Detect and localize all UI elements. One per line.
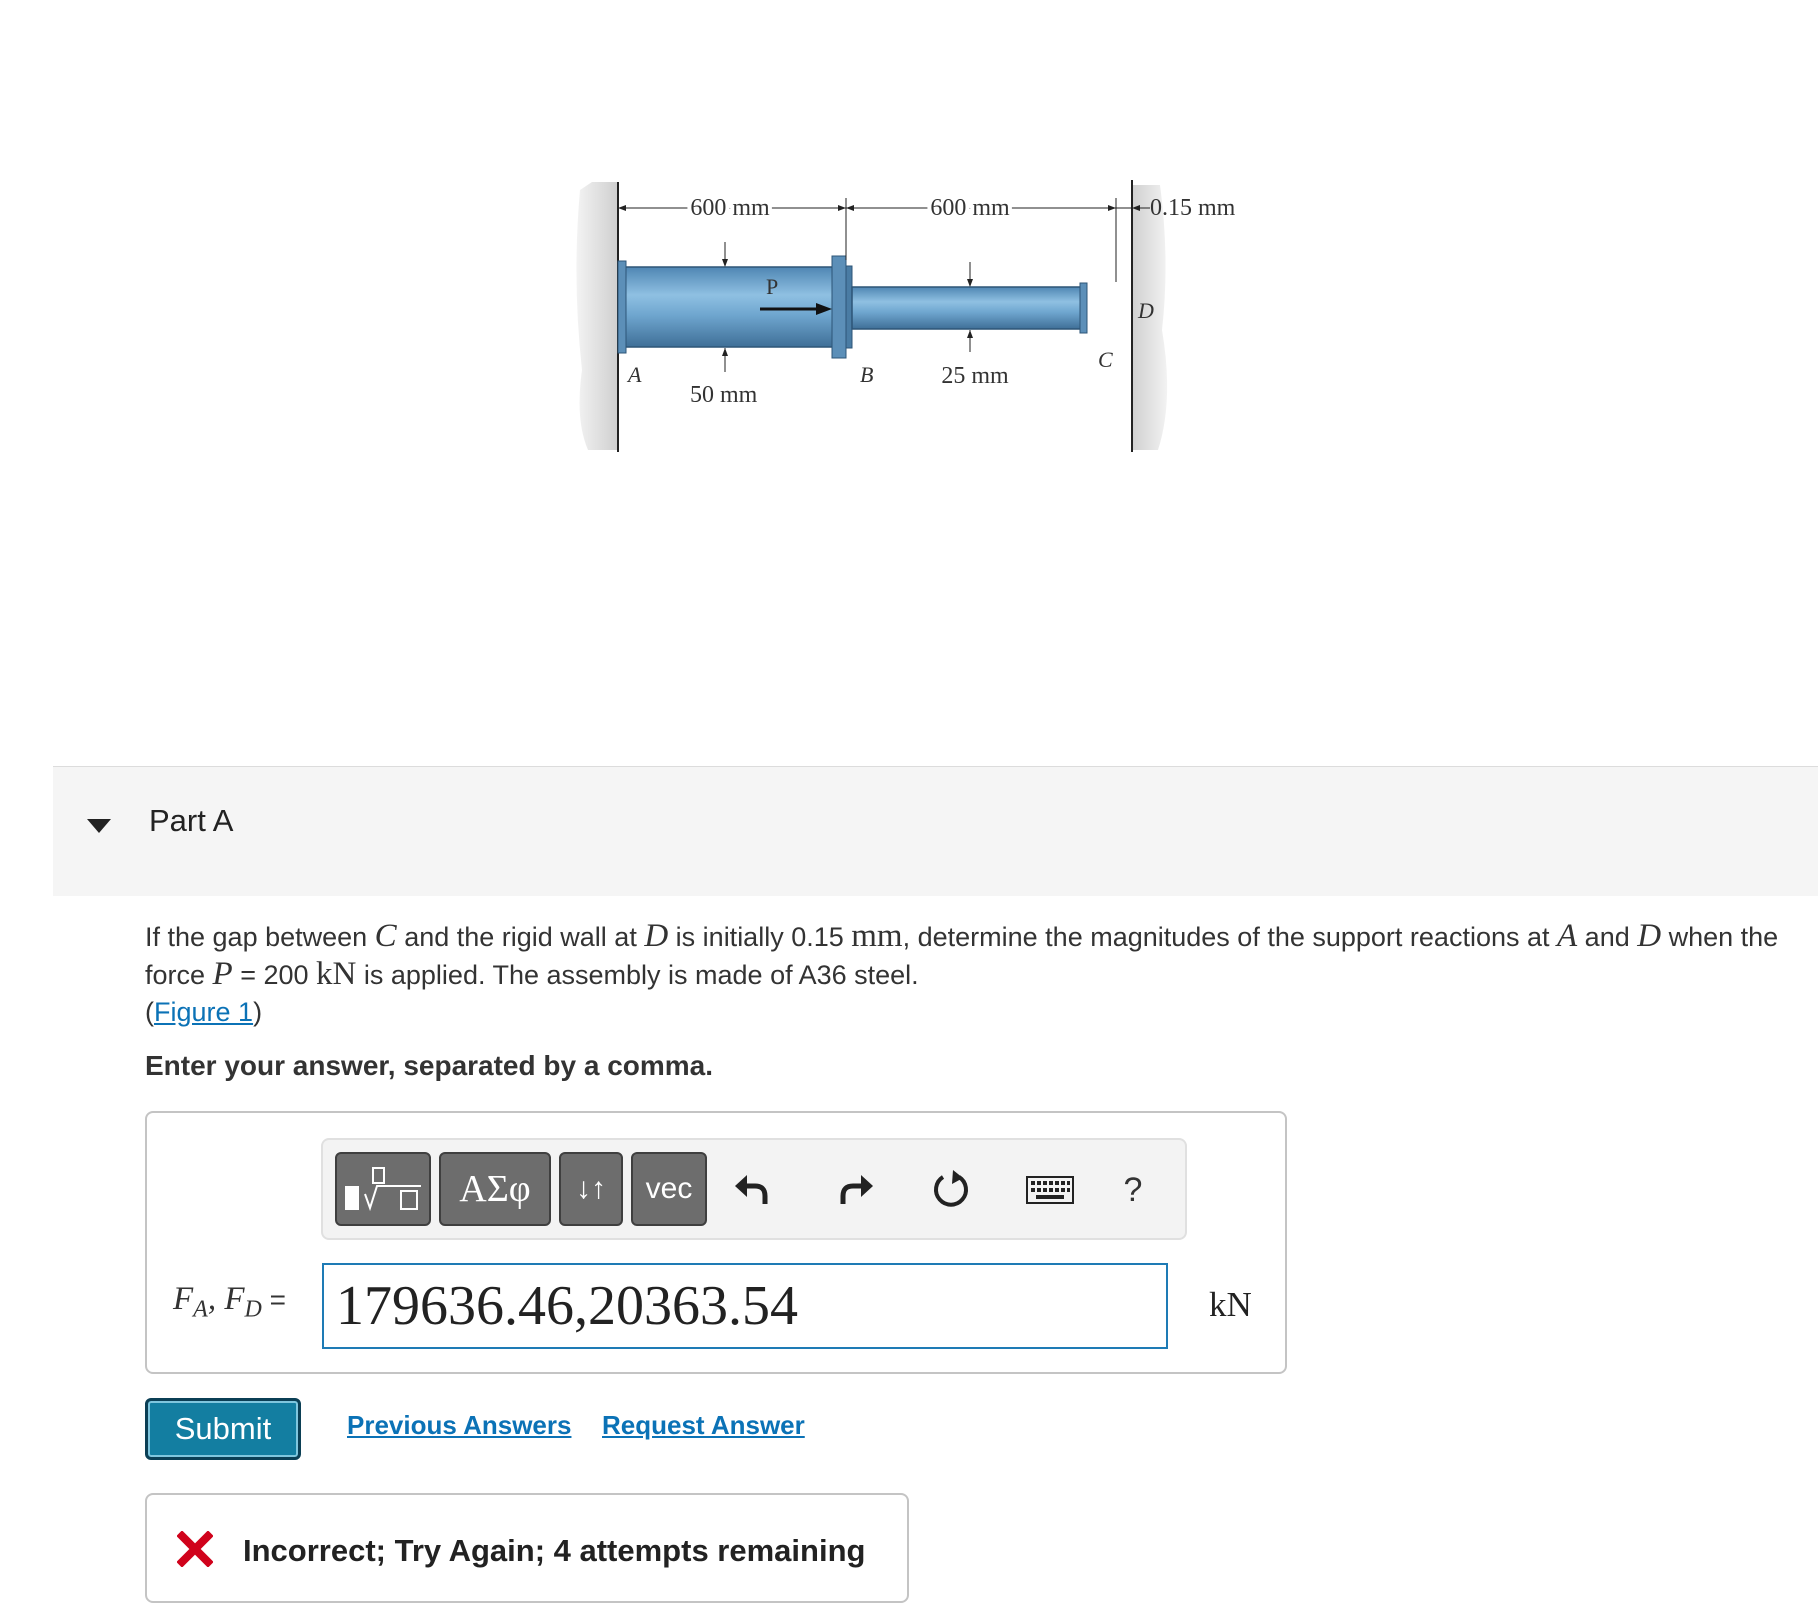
arrows-button[interactable]: ↓↑ — [559, 1152, 623, 1226]
figure-link[interactable]: Figure 1 — [154, 997, 254, 1027]
answer-box — [145, 1111, 1287, 1374]
dim-left-label: 600 mm — [690, 195, 770, 221]
flange-b-plate — [846, 266, 852, 348]
left-wall — [576, 182, 618, 450]
keyboard-icon[interactable] — [1015, 1160, 1085, 1220]
dia-small-label: 25 mm — [941, 363, 1009, 389]
fraction-sqrt-icon — [341, 1164, 425, 1214]
part-title: Part A — [149, 803, 234, 838]
help-button[interactable]: ? — [1123, 1170, 1143, 1209]
feedback-message: Incorrect; Try Again; 4 attempts remaining — [243, 1533, 866, 1568]
bar-assembly-diagram — [570, 170, 1300, 470]
unit-label: kN — [1209, 1285, 1252, 1324]
greek-symbols-button[interactable]: ΑΣφ — [439, 1152, 551, 1226]
end-cap-c — [1080, 283, 1087, 333]
collapse-caret-icon[interactable] — [87, 819, 111, 833]
answer-variable-label: $F_A$, $F_D$ = — [173, 1281, 286, 1323]
problem-statement: If the gap between C and the rigid wall at D is initially 0.15 mm, determine the magnitudes of the support reactions at A and D when the force P = 200 kN is applied. The assembly is made of A36 steel. (Figure 1) — [145, 918, 1779, 1027]
dia-large-label: 50 mm — [690, 382, 758, 408]
point-b-label: B — [860, 362, 874, 387]
force-p-label: P — [766, 274, 779, 299]
reset-icon[interactable] — [921, 1160, 981, 1220]
point-a-label: A — [628, 362, 642, 387]
rod-bc — [852, 287, 1083, 329]
vector-button[interactable]: vec — [631, 1152, 707, 1226]
answer-input[interactable]: 179636.46,20363.54 — [322, 1263, 1168, 1349]
flange-a — [618, 261, 626, 353]
part-a-header[interactable] — [53, 766, 1818, 896]
dim-gap-label: 0.15 mm — [1150, 195, 1236, 221]
flange-b — [832, 256, 846, 358]
redo-icon[interactable] — [825, 1160, 885, 1220]
answer-instruction: Enter your answer, separated by a comma. — [145, 1050, 714, 1081]
feedback-box — [145, 1493, 909, 1603]
request-answer-link[interactable]: Request Answer — [602, 1410, 805, 1440]
point-d-label: D — [1138, 298, 1154, 323]
dim-right-label: 600 mm — [930, 195, 1010, 221]
rod-ab — [621, 267, 837, 347]
undo-icon[interactable] — [723, 1160, 783, 1220]
math-toolbar — [321, 1138, 1187, 1240]
submit-button[interactable]: Submit — [145, 1398, 301, 1460]
previous-answers-link[interactable]: Previous Answers — [347, 1410, 572, 1440]
incorrect-x-icon — [177, 1531, 213, 1567]
problem-figure — [570, 170, 1300, 470]
templates-button[interactable] — [335, 1152, 431, 1226]
point-c-label: C — [1098, 347, 1113, 372]
